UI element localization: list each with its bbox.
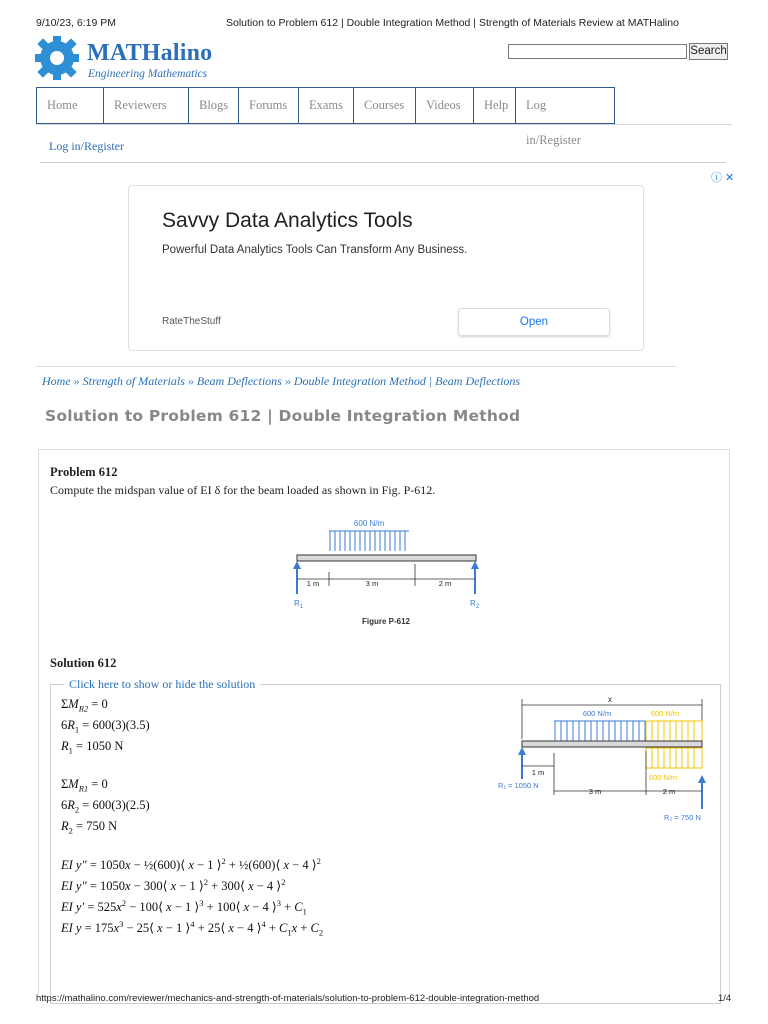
nav-blogs[interactable]: Blogs xyxy=(189,87,239,124)
reaction-arrow-r2-head xyxy=(471,561,479,569)
distributed-load-arrows xyxy=(330,531,405,551)
toggle-solution-link[interactable]: Click here to show or hide the solution xyxy=(64,677,260,692)
fig-load-left: 600 N/m xyxy=(582,709,612,718)
solution-heading: Solution 612 xyxy=(50,656,117,670)
fig-r1-label: R₁ = 1050 N xyxy=(498,781,539,790)
divider xyxy=(36,366,676,367)
fig-r2-symbol: R xyxy=(470,599,476,608)
solution-fieldset xyxy=(50,677,721,1004)
fig-load-right-bottom: 600 N/m xyxy=(648,773,678,782)
reaction-arrow-r1-head xyxy=(518,747,526,755)
reaction-arrow-r2-head xyxy=(698,775,706,783)
equation: $R_1 = 1050$ N xyxy=(61,739,124,756)
beam xyxy=(297,555,476,561)
ad-source: RateTheStuff xyxy=(162,316,221,327)
search-input[interactable] xyxy=(508,44,687,59)
nav-home[interactable]: Home xyxy=(36,87,104,124)
problem-heading: Problem 612 xyxy=(50,465,118,479)
ad-card[interactable] xyxy=(128,185,644,351)
fig-r1-subscript: 1 xyxy=(299,604,304,610)
nav-courses[interactable]: Courses xyxy=(354,87,416,124)
nav-help[interactable]: Help xyxy=(474,87,516,124)
print-header xyxy=(0,17,768,31)
print-page-number: 1/4 xyxy=(718,993,732,1004)
nav-login-register[interactable]: Log in/Register xyxy=(516,87,615,124)
print-title: Solution to Problem 612 | Double Integration Method | Strength of Materials Review at MATHalino xyxy=(226,17,679,29)
problem-text: Compute the midspan value of EI δ for the beam loaded as shown in Fig. P-612. xyxy=(50,483,436,497)
nav-forums[interactable]: Forums xyxy=(239,87,299,124)
divider xyxy=(40,162,726,163)
equation: $6R_1 = 600(3)(3.5)$ xyxy=(61,718,150,735)
equation: EI $y = 175x^3$ − 25⟨ x − 1 ⟩$^4$ + 25⟨ x − 4 ⟩$^4$ + $C_1x + C_2$ xyxy=(61,919,324,938)
equation: $R_2 = 750$ N xyxy=(61,819,118,836)
nav-videos[interactable]: Videos xyxy=(416,87,474,124)
fig-caption: Figure P-612 xyxy=(361,617,411,626)
equation: EI $y' = 525x^2$ − 100⟨ x − 1 ⟩$^3$ + 100⟨ x − 4 ⟩$^3$ + $C_1$ xyxy=(61,898,307,917)
distributed-load-arrows-blue xyxy=(555,721,645,741)
ad-choices-icon[interactable]: ⓘ ✕ xyxy=(711,172,735,184)
nav-reviewers[interactable]: Reviewers xyxy=(104,87,189,124)
main-nav xyxy=(36,87,615,147)
fig-load-right-top: 600 N/m xyxy=(650,709,680,718)
fig-r2-label: R₂ = 750 N xyxy=(664,813,701,822)
fig-dim-2: 3 m xyxy=(588,787,602,796)
nav-exams[interactable]: Exams xyxy=(299,87,354,124)
site-tagline: Engineering Mathematics xyxy=(88,68,208,80)
ad-open-button[interactable]: Open xyxy=(458,308,610,336)
content-box xyxy=(38,449,730,994)
figure-p612 xyxy=(289,514,489,629)
fig-dim-1: 1 m xyxy=(531,768,545,777)
beam xyxy=(522,741,702,747)
fig-r1-symbol: R xyxy=(294,599,300,608)
gear-icon xyxy=(35,36,83,82)
equation: $6R_2 = 600(3)(2.5)$ xyxy=(61,798,150,815)
page-title: Solution to Problem 612 | Double Integration Method xyxy=(45,407,521,425)
divider xyxy=(36,124,732,125)
breadcrumb[interactable]: Home » Strength of Materials » Beam Deflections » Double Integration Method | Beam Deflections xyxy=(42,374,521,388)
print-url: https://mathalino.com/reviewer/mechanics-and-strength-of-materials/solution-to-problem-612-double-integration-method xyxy=(36,993,540,1004)
ad-headline[interactable]: Savvy Data Analytics Tools xyxy=(162,209,413,232)
print-datetime: 9/10/23, 6:19 PM xyxy=(36,17,116,29)
site-name: MATHalino xyxy=(87,40,213,66)
search-button[interactable]: Search xyxy=(689,43,728,60)
ad-description: Powerful Data Analytics Tools Can Transform Any Business. xyxy=(162,244,468,256)
fig-r1-label xyxy=(294,599,304,610)
fig-dim-3: 2 m xyxy=(438,579,452,588)
equation: $\Sigma M_{R2} = 0$ xyxy=(61,697,108,714)
fig-x-label: x xyxy=(608,695,612,704)
x-dimension xyxy=(522,699,702,739)
reaction-arrow-r1-head xyxy=(293,561,301,569)
equation: EI y″ = 1050x − ½(600)⟨ x − 1 ⟩$^2$ + ½(600)⟨ x − 4 ⟩$^2$ xyxy=(61,856,321,873)
figure-solution xyxy=(496,691,718,841)
login-register-link[interactable]: Log in/Register xyxy=(49,139,124,153)
equation: $\Sigma M_{R1} = 0$ xyxy=(61,777,108,794)
site-logo[interactable] xyxy=(35,36,235,84)
fig-load-label: 600 N/m xyxy=(353,519,385,528)
fig-dim-1: 1 m xyxy=(306,579,320,588)
fig-dim-3: 2 m xyxy=(662,787,676,796)
fig-r2-subscript: 2 xyxy=(475,604,480,610)
fig-dim-2: 3 m xyxy=(365,579,379,588)
equation: EI y″ = 1050x − 300⟨ x − 1 ⟩$^2$ + 300⟨ x − 4 ⟩$^2$ xyxy=(61,877,286,894)
fig-r2-label xyxy=(470,599,480,610)
